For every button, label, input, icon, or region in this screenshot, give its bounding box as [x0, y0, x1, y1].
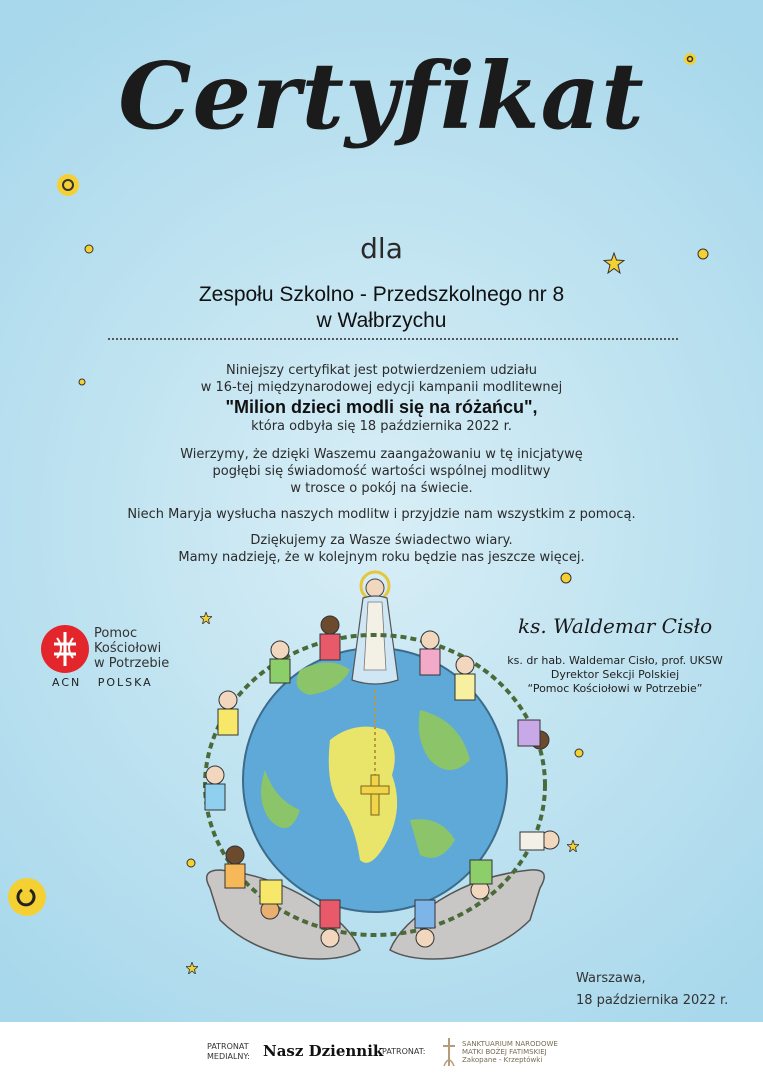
acn-logo-block — [40, 624, 200, 694]
dla-label: dla — [360, 232, 403, 265]
acn-cross-logo-icon — [40, 624, 90, 674]
organization-name-line: Kościołowi — [94, 641, 162, 656]
footer-patrons — [0, 1022, 763, 1080]
organization-name-line: Pomoc — [94, 626, 138, 641]
paragraph-thanks — [60, 532, 703, 566]
sanctuary-name-line: MATKI BOŻEJ FATIMSKIEJ — [462, 1048, 547, 1056]
sanctuary-logo-icon — [440, 1036, 458, 1068]
media-partner-logo: Nasz Dziennik — [263, 1042, 384, 1060]
paragraph-line: Niniejszy certyfikat jest potwierdzeniem udziału — [225, 363, 537, 378]
country-label: POLSKA — [97, 676, 153, 689]
acn-subtitle — [52, 676, 153, 689]
media-patron-label-line: PATRONAT — [207, 1042, 249, 1051]
recipient-name — [0, 282, 763, 334]
media-patron-label-line: MEDIALNY: — [207, 1052, 250, 1061]
handwritten-signature: ks. Waldemar Cisło — [518, 614, 713, 638]
campaign-name: "Milion dzieci modli się na różańcu", — [225, 397, 538, 417]
paragraph-belief — [60, 446, 703, 497]
paragraph-line: w 16-tej międzynarodowej edycji kampanii modlitewnej — [200, 380, 563, 395]
organization-name — [94, 626, 169, 671]
place-date: 18 października 2022 r. — [576, 993, 729, 1008]
globe-illustration — [180, 570, 570, 970]
paragraph-line: pogłębi się świadomość wartości wspólnej modlitwy — [212, 464, 551, 479]
organization-name-line: w Potrzebie — [94, 656, 170, 671]
star-icon — [55, 172, 81, 198]
paragraph-prayer: Niech Maryja wysłucha naszych modlitw i przyjdzie nam wszystkim z pomocą. — [127, 507, 636, 522]
dotted-divider — [108, 338, 678, 340]
media-patron-label — [207, 1042, 250, 1062]
patron-label: PATRONAT: — [382, 1047, 426, 1056]
signer-line: Dyrektor Sekcji Polskiej — [550, 668, 680, 681]
place-city: Warszawa, — [576, 971, 646, 986]
paragraph-line: Mamy nadzieję, że w kolejnym roku będzie nas jeszcze więcej. — [178, 550, 585, 565]
paragraph-line: Dziękujemy za Wasze świadectwo wiary. — [250, 533, 513, 548]
certificate-title: Certyfikat — [118, 42, 645, 150]
star-icon — [6, 876, 48, 918]
paragraph-line: Wierzymy, że dzięki Waszemu zaangażowaniu w tę inicjatywę — [180, 447, 583, 462]
signer-line: “Pomoc Kościołowi w Potrzebie” — [527, 682, 703, 695]
paragraph-line: która odbyła się 18 października 2022 r. — [251, 419, 512, 434]
paragraph-line: w trosce o pokój na świecie. — [290, 481, 473, 496]
sanctuary-name-line: SANKTUARIUM NARODOWE — [462, 1040, 558, 1048]
place-and-date — [576, 968, 728, 1012]
signer-line: ks. dr hab. Waldemar Cisło, prof. UKSW — [507, 654, 723, 667]
sanctuary-name — [462, 1040, 558, 1064]
signer-details — [470, 654, 760, 696]
star-icon — [574, 748, 584, 758]
recipient-line-1: Zespołu Szkolno - Przedszkolnego nr 8 — [198, 283, 565, 306]
acn-label: ACN — [52, 676, 82, 689]
recipient-line-2: w Wałbrzychu — [316, 309, 447, 332]
sanctuary-name-line: Zakopane - Krzeptówki — [462, 1056, 543, 1064]
paragraph-participation — [60, 362, 703, 435]
